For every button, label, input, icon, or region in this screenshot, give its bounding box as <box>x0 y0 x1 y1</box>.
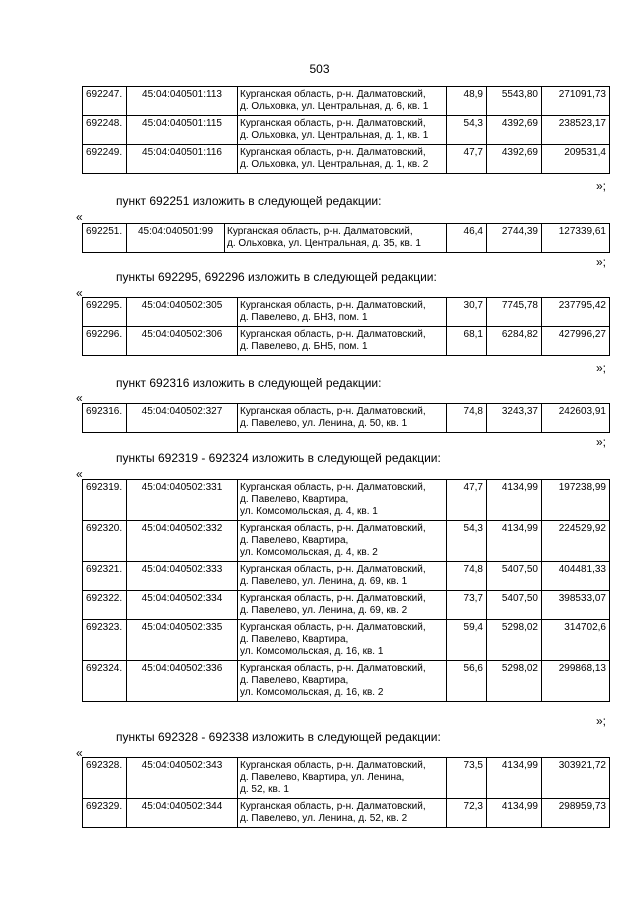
cadastral-number: 45:04:040502:343 <box>127 758 238 799</box>
total-value: 298959,73 <box>542 799 610 828</box>
address-line: д. Павелево, Квартира, ул. Ленина, <box>240 772 405 783</box>
item-number: 692319. <box>83 480 127 521</box>
address <box>238 87 447 116</box>
unit-price: 3243,37 <box>487 404 542 433</box>
address-line: д. Павелево, д. БН3, пом. 1 <box>240 312 368 323</box>
item-number: 692329. <box>83 799 127 828</box>
address-line: д. Павелево, Квартира, <box>240 675 349 686</box>
unit-price: 7745,78 <box>487 298 542 327</box>
address-line: Курганская область, р-н. Далматовский, <box>240 622 426 633</box>
address-line: ул. Комсомольская, д. 16, кв. 1 <box>240 646 384 657</box>
item-number: 692324. <box>83 661 127 702</box>
opening-quote: « <box>76 746 83 760</box>
address-line: Курганская область, р-н. Далматовский, <box>240 801 426 812</box>
address-line: Курганская область, р-н. Далматовский, <box>240 564 426 575</box>
item-number: 692316. <box>83 404 127 433</box>
total-value: 398533,07 <box>542 591 610 620</box>
register-table <box>82 479 610 702</box>
address-line: д. 52, кв. 1 <box>240 784 289 795</box>
opening-quote: « <box>76 391 83 405</box>
address <box>238 521 447 562</box>
address-line: Курганская область, р-н. Далматовский, <box>240 147 426 158</box>
area: 59,4 <box>447 620 487 661</box>
table-row <box>83 116 610 145</box>
table-row <box>83 298 610 327</box>
unit-price: 4134,99 <box>487 799 542 828</box>
address-line: Курганская область, р-н. Далматовский, <box>240 406 426 417</box>
item-number: 692249. <box>83 145 127 174</box>
item-number: 692320. <box>83 521 127 562</box>
opening-quote: « <box>76 210 83 224</box>
cadastral-number: 45:04:040501:113 <box>127 87 238 116</box>
address <box>238 758 447 799</box>
cadastral-number: 45:04:040502:344 <box>127 799 238 828</box>
item-number: 692247. <box>83 87 127 116</box>
area: 73,5 <box>447 758 487 799</box>
area: 72,3 <box>447 799 487 828</box>
cadastral-number: 45:04:040501:99 <box>127 224 225 253</box>
total-value: 242603,91 <box>542 404 610 433</box>
address <box>238 404 447 433</box>
cadastral-number: 45:04:040501:115 <box>127 116 238 145</box>
area: 30,7 <box>447 298 487 327</box>
address <box>225 224 447 253</box>
closing-quote: »; <box>596 361 607 375</box>
unit-price: 4134,99 <box>487 758 542 799</box>
area: 46,4 <box>447 224 487 253</box>
total-value: 427996,27 <box>542 327 610 356</box>
opening-quote: « <box>76 286 83 300</box>
area: 54,3 <box>447 116 487 145</box>
cadastral-number: 45:04:040502:327 <box>127 404 238 433</box>
address-line: д. Павелево, ул. Ленина, д. 52, кв. 2 <box>240 813 408 824</box>
address <box>238 562 447 591</box>
address <box>238 116 447 145</box>
address <box>238 298 447 327</box>
table-row <box>83 480 610 521</box>
area: 56,6 <box>447 661 487 702</box>
address-line: Курганская область, р-н. Далматовский, <box>240 89 426 100</box>
item-number: 692322. <box>83 591 127 620</box>
address-line: Курганская область, р-н. Далматовский, <box>240 593 426 604</box>
address-line: д. Павелево, ул. Ленина, д. 69, кв. 1 <box>240 576 408 587</box>
area: 54,3 <box>447 521 487 562</box>
address-line: Курганская область, р-н. Далматовский, <box>240 760 426 771</box>
cadastral-number: 45:04:040501:116 <box>127 145 238 174</box>
register-table <box>82 223 610 253</box>
table-row <box>83 661 610 702</box>
table-row <box>83 562 610 591</box>
address-line: ул. Комсомольская, д. 4, кв. 1 <box>240 506 378 517</box>
total-value: 209531,4 <box>542 145 610 174</box>
address <box>238 799 447 828</box>
address-line: д. Ольховка, ул. Центральная, д. 1, кв. 1 <box>240 130 429 141</box>
address-line: Курганская область, р-н. Далматовский, <box>240 118 426 129</box>
address <box>238 591 447 620</box>
register-table <box>82 86 610 174</box>
table-row <box>83 145 610 174</box>
address-line: д. Павелево, Квартира, <box>240 494 349 505</box>
closing-quote: »; <box>596 714 607 728</box>
amendment-heading: пункт 692316 изложить в следующей редакции: <box>116 376 382 390</box>
total-value: 197238,99 <box>542 480 610 521</box>
address-line: д. Павелево, Квартира, <box>240 535 349 546</box>
unit-price: 4392,69 <box>487 116 542 145</box>
item-number: 692295. <box>83 298 127 327</box>
item-number: 692323. <box>83 620 127 661</box>
register-table <box>82 403 610 433</box>
table-row <box>83 758 610 799</box>
item-number: 692248. <box>83 116 127 145</box>
total-value: 314702,6 <box>542 620 610 661</box>
unit-price: 2744,39 <box>487 224 542 253</box>
closing-quote: »; <box>596 435 607 449</box>
area: 68,1 <box>447 327 487 356</box>
address-line: Курганская область, р-н. Далматовский, <box>240 482 426 493</box>
cadastral-number: 45:04:040502:305 <box>127 298 238 327</box>
address-line: Курганская область, р-н. Далматовский, <box>240 300 426 311</box>
amendment-heading: пункты 692295, 692296 изложить в следующей редакции: <box>116 270 437 284</box>
address-line: ул. Комсомольская, д. 4, кв. 2 <box>240 547 378 558</box>
cadastral-number: 45:04:040502:334 <box>127 591 238 620</box>
address <box>238 480 447 521</box>
table-row <box>83 327 610 356</box>
address-line: д. Ольховка, ул. Центральная, д. 35, кв. 1 <box>227 238 421 249</box>
amendment-heading: пункты 692328 - 692338 изложить в следующей редакции: <box>116 730 441 744</box>
page-number: 503 <box>309 62 330 76</box>
total-value: 303921,72 <box>542 758 610 799</box>
table-row <box>83 404 610 433</box>
table-row <box>83 620 610 661</box>
table-row <box>83 224 610 253</box>
total-value: 224529,92 <box>542 521 610 562</box>
address <box>238 620 447 661</box>
area: 74,8 <box>447 562 487 591</box>
address-line: д. Павелево, д. БН5, пом. 1 <box>240 341 368 352</box>
register-table <box>82 757 610 828</box>
address-line: Курганская область, р-н. Далматовский, <box>227 226 413 237</box>
table-row <box>83 521 610 562</box>
total-value: 237795,42 <box>542 298 610 327</box>
address-line: Курганская область, р-н. Далматовский, <box>240 329 426 340</box>
address <box>238 661 447 702</box>
area: 47,7 <box>447 480 487 521</box>
unit-price: 5407,50 <box>487 591 542 620</box>
unit-price: 6284,82 <box>487 327 542 356</box>
total-value: 238523,17 <box>542 116 610 145</box>
table-row <box>83 799 610 828</box>
unit-price: 5407,50 <box>487 562 542 591</box>
address-line: д. Павелево, ул. Ленина, д. 69, кв. 2 <box>240 605 408 616</box>
closing-quote: »; <box>596 179 607 193</box>
area: 47,7 <box>447 145 487 174</box>
item-number: 692251. <box>83 224 127 253</box>
unit-price: 4134,99 <box>487 521 542 562</box>
unit-price: 5298,02 <box>487 661 542 702</box>
address <box>238 327 447 356</box>
cadastral-number: 45:04:040502:306 <box>127 327 238 356</box>
table-row <box>83 591 610 620</box>
table-row <box>83 87 610 116</box>
unit-price: 5298,02 <box>487 620 542 661</box>
total-value: 271091,73 <box>542 87 610 116</box>
total-value: 299868,13 <box>542 661 610 702</box>
address-line: д. Ольховка, ул. Центральная, д. 6, кв. 1 <box>240 101 429 112</box>
area: 74,8 <box>447 404 487 433</box>
cadastral-number: 45:04:040502:333 <box>127 562 238 591</box>
cadastral-number: 45:04:040502:331 <box>127 480 238 521</box>
item-number: 692296. <box>83 327 127 356</box>
cadastral-number: 45:04:040502:332 <box>127 521 238 562</box>
address-line: д. Ольховка, ул. Центральная, д. 1, кв. 2 <box>240 159 429 170</box>
address-line: Курганская область, р-н. Далматовский, <box>240 663 426 674</box>
address-line: ул. Комсомольская, д. 16, кв. 2 <box>240 687 384 698</box>
item-number: 692321. <box>83 562 127 591</box>
address-line: Курганская область, р-н. Далматовский, <box>240 523 426 534</box>
unit-price: 4134,99 <box>487 480 542 521</box>
unit-price: 5543,80 <box>487 87 542 116</box>
address-line: д. Павелево, ул. Ленина, д. 50, кв. 1 <box>240 418 408 429</box>
unit-price: 4392,69 <box>487 145 542 174</box>
cadastral-number: 45:04:040502:336 <box>127 661 238 702</box>
opening-quote: « <box>76 467 83 481</box>
area: 48,9 <box>447 87 487 116</box>
amendment-heading: пункт 692251 изложить в следующей редакции: <box>116 194 382 208</box>
item-number: 692328. <box>83 758 127 799</box>
area: 73,7 <box>447 591 487 620</box>
register-table <box>82 297 610 356</box>
total-value: 404481,33 <box>542 562 610 591</box>
total-value: 127339,61 <box>542 224 610 253</box>
amendment-heading: пункты 692319 - 692324 изложить в следующей редакции: <box>116 451 441 465</box>
address <box>238 145 447 174</box>
closing-quote: »; <box>596 255 607 269</box>
address-line: д. Павелево, Квартира, <box>240 634 349 645</box>
cadastral-number: 45:04:040502:335 <box>127 620 238 661</box>
